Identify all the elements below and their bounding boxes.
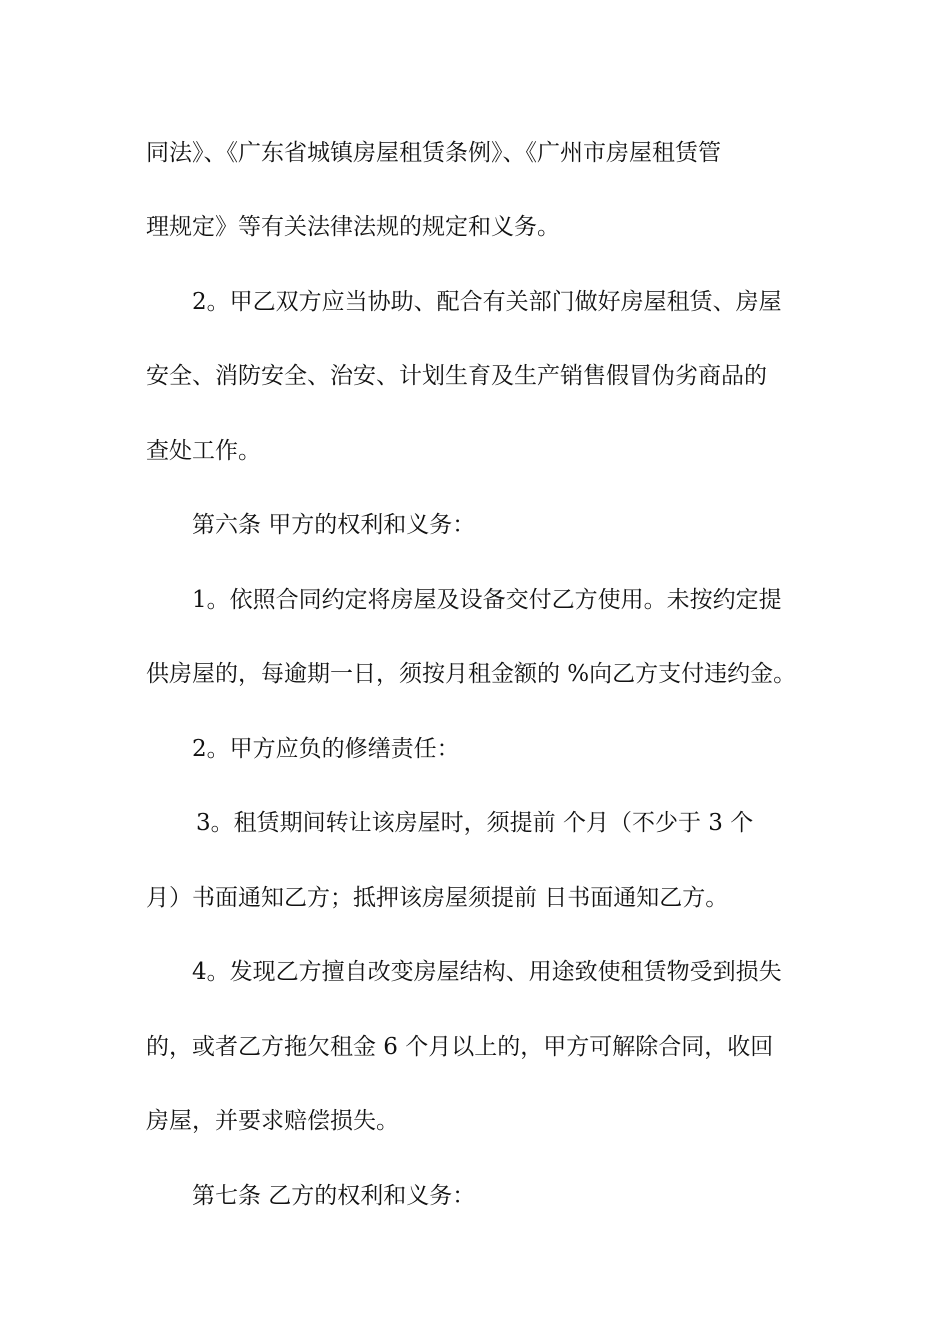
article-heading: 第七条 乙方的权利和义务： (192, 1183, 476, 1209)
paragraph-line: 房屋，并要求赔偿损失。 (146, 1108, 399, 1134)
paragraph-line: 同法》、《广东省城镇房屋租赁条例》、《广州市房屋租赁管 (146, 140, 721, 166)
paragraph-line: 的，或者乙方拖欠租金 6 个月以上的，甲方可解除合同，收回 (146, 1034, 774, 1060)
paragraph-line: 4。发现乙方擅自改变房屋结构、用途致使租赁物受到损失 (192, 959, 782, 985)
paragraph-line: 月）书面通知乙方；抵押该房屋须提前 日书面通知乙方。 (146, 885, 729, 911)
paragraph-line: 供房屋的，每逾期一日，须按月租金额的 %向乙方支付违约金。 (146, 661, 797, 687)
paragraph-line: 1。依照合同约定将房屋及设备交付乙方使用。未按约定提 (192, 587, 782, 613)
article-heading: 第六条 甲方的权利和义务： (192, 512, 476, 538)
paragraph-line: 3。租赁期间转让该房屋时，须提前 个月（不少于 3 个 (196, 810, 754, 836)
paragraph-line: 理规定》等有关法律法规的规定和义务。 (146, 214, 560, 240)
paragraph-line: 查处工作。 (146, 438, 261, 464)
paragraph-line: 2。甲方应负的修缮责任： (192, 736, 460, 762)
paragraph-line: 安全、消防安全、治安、计划生育及生产销售假冒伪劣商品的 (146, 363, 767, 389)
paragraph-line: 2。甲乙双方应当协助、配合有关部门做好房屋租赁、房屋 (192, 289, 782, 315)
